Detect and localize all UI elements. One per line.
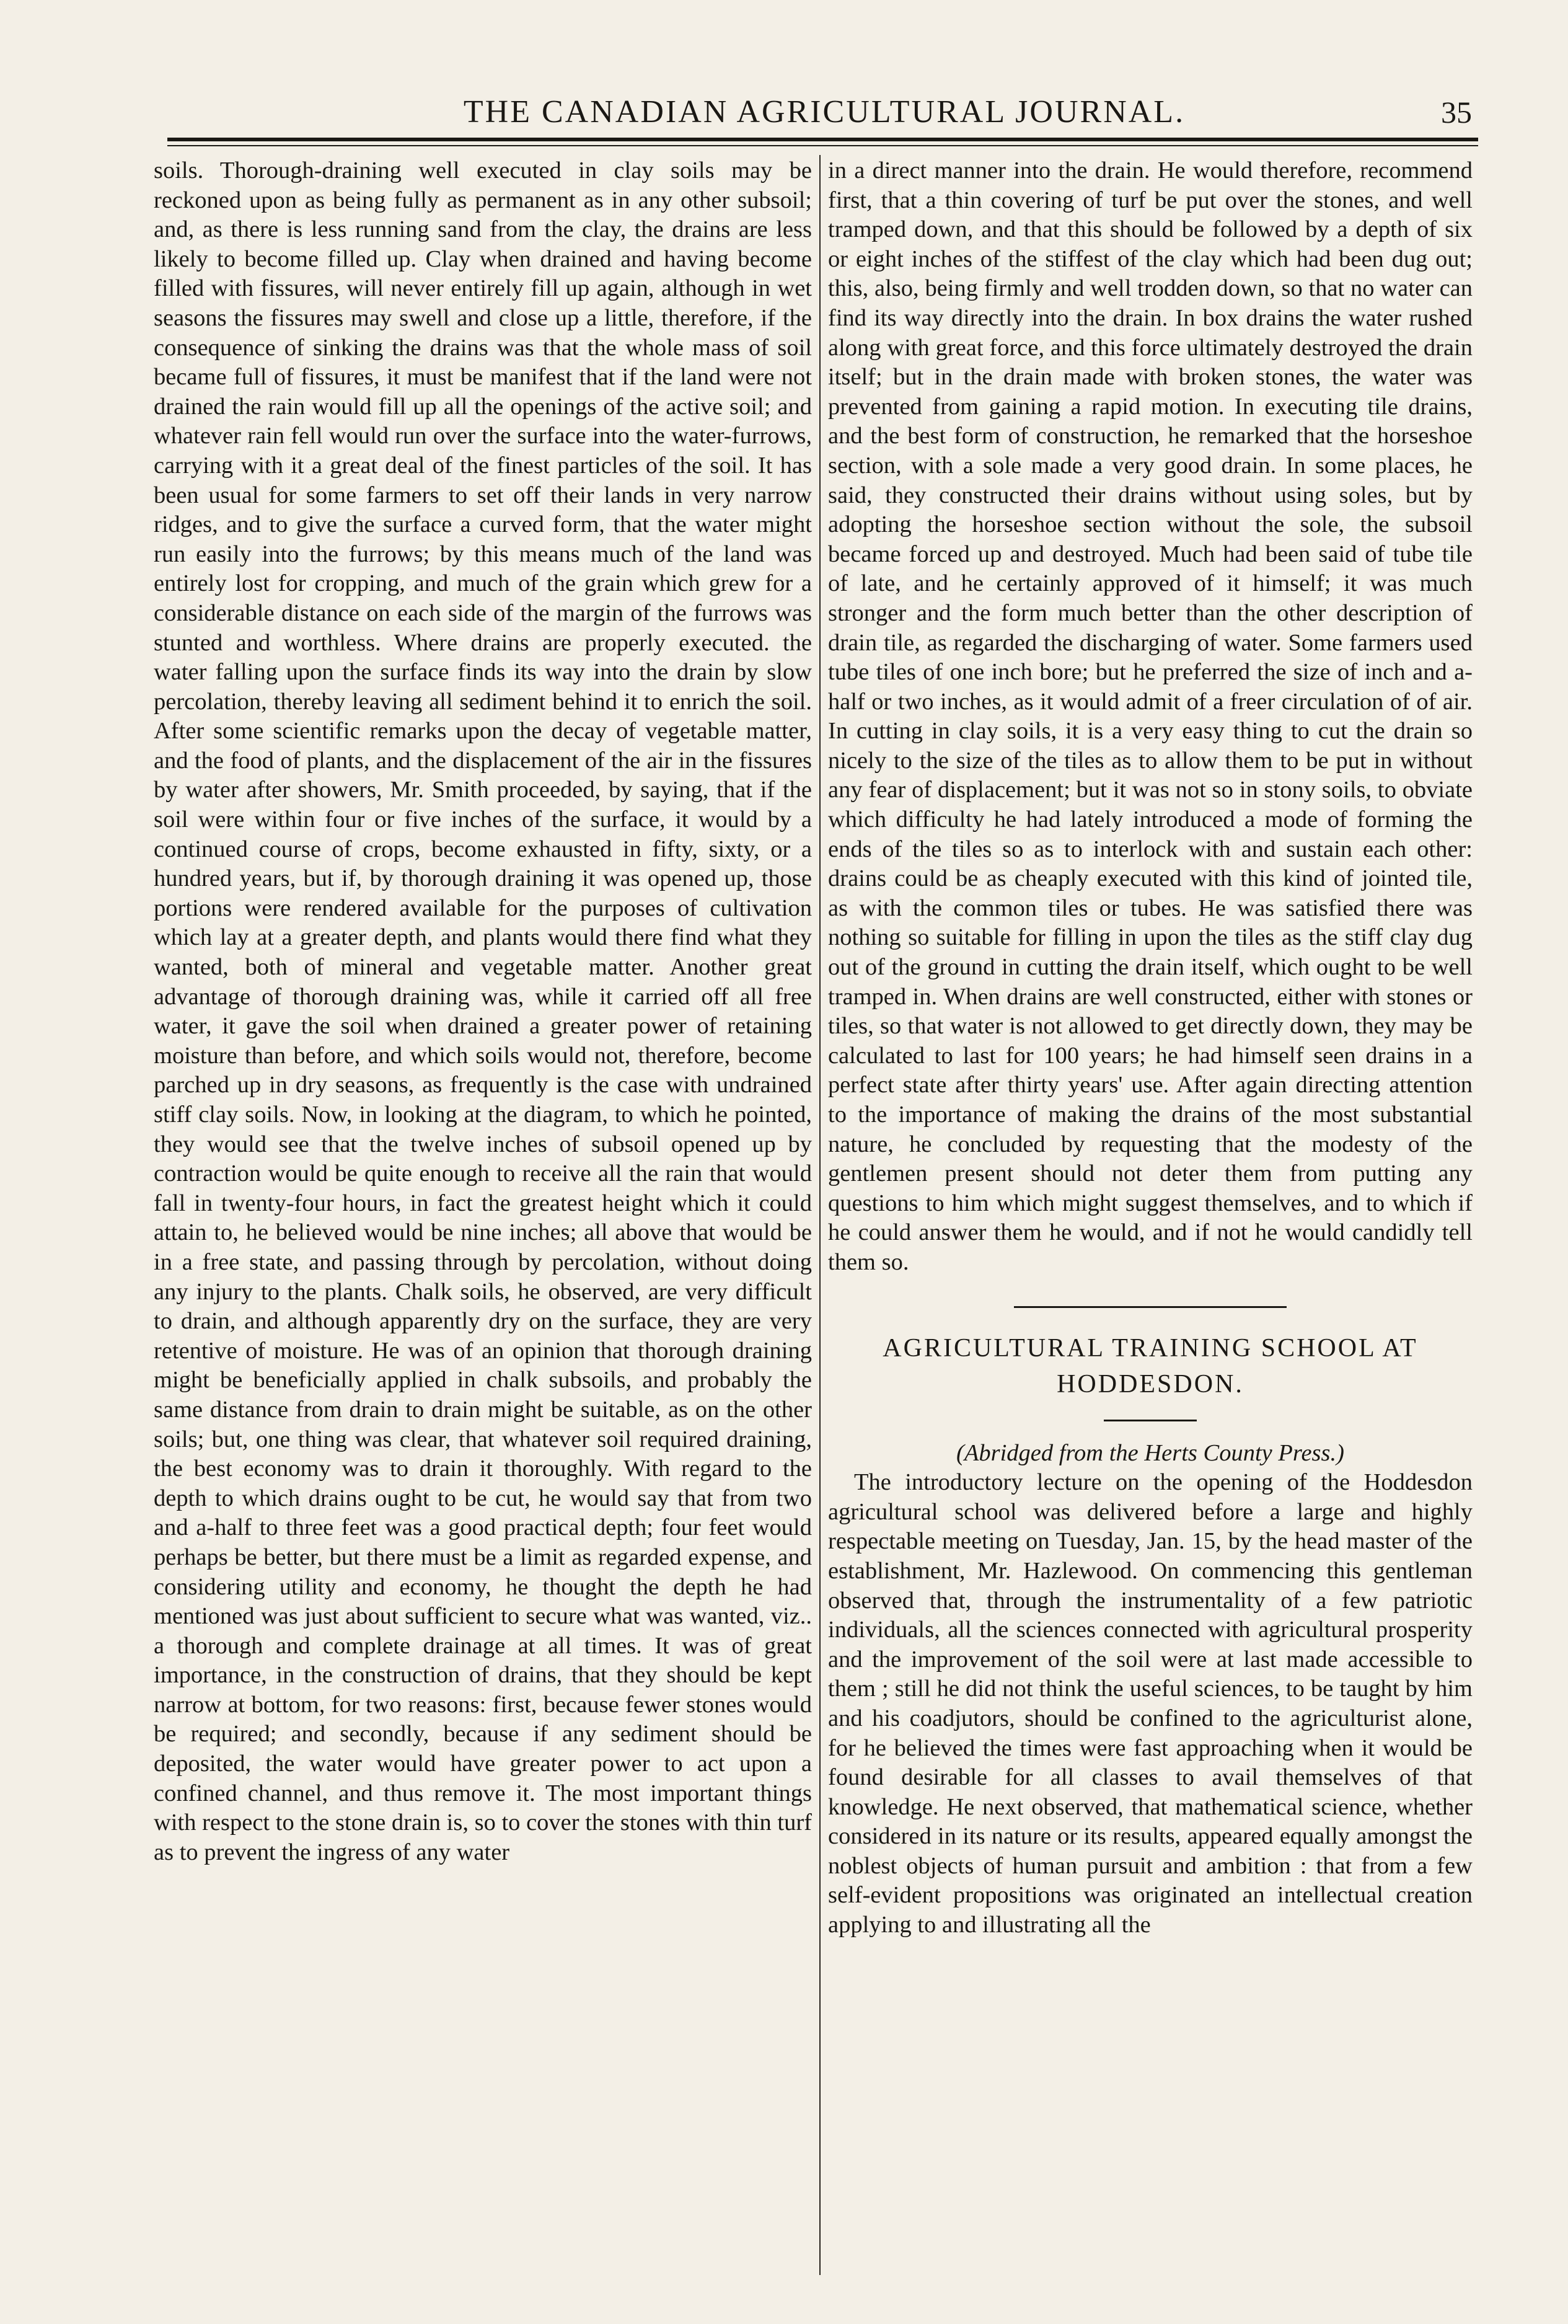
running-header — [177, 92, 1472, 135]
article-paragraph: The introductory lecture on the opening of the Hoddesdon agricultural school was delivered before a large and highly respectable meeting on Tuesday, Jan. 15, by the head master of the establishment, Mr. Hazlewood. On commencing this gentleman observed that, through the instrumentality of a few patriotic individuals, all the sciences connected with agricultural prosperity and the improvement of the soil were at last made accessible to them ; still he did not think the useful sciences, to be taught by him and his coadjutors, should be confined to the agriculturist alone, for he believed the times were fast approaching when it would be found desirable for all classes to avail themselves of that knowledge. He next observed, that mathematical science, whether considered in its nature or its results, appeared equally amongst the noblest objects of human pursuit and ambition : that from a few self-evident propositions was originated an intellectual creation applying to and illustrating all the — [828, 1469, 1473, 1938]
right-column — [828, 156, 1473, 2267]
journal-title: THE CANADIAN AGRICULTURAL JOURNAL. — [463, 94, 1186, 130]
body-paragraph: soils. Thorough-draining well executed in clay soils may be reckoned upon as being fully as permanent as in any other subsoil; and, as there is less running sand from the clay, the drains are less likely to become filled up. Clay when drained and having become filled with fissures, will never entirely fill up again, although in wet seasons the fissures may swell and close up a little, therefore, if the consequence of sinking the drains was that the whole mass of soil became full of fissures, it must be manifest that if the land were not drained the rain would fill up all the openings of the active soil; and whatever rain fell would run over the surface into the water-furrows, carrying with it a great deal of the finest particles of the soil. It has been usual for some farmers to set off their lands in very narrow ridges, and to give the surface a curved form, that the water might run easily into the furrows; by this means much of the land was entirely lost for cropping, and much of the grain which grew for a considerable distance on each side of the margin of the furrows was stunted and worthless. Where drains are properly executed. the water falling upon the surface finds its way into the drain by slow percolation, thereby leaving all sediment behind it to enrich the soil. After some scientific remarks upon the decay of vegetable matter, and the food of plants, and the displacement of the air in the fissures by water after showers, Mr. Smith proceeded, by saying, that if the soil were within four or five inches of the surface, it would by a continued course of crops, become exhausted in fifty, sixty, or a hundred years, but if, by thorough draining it was opened up, those portions were rendered available for the purposes of cultivation which lay at a greater depth, and plants would there find what they wanted, both of mineral and vegetable matter. Another great advantage of thorough draining was, while it carried off all free water, it gave the soil when drained a greater power of retaining moisture than before, and which soils would not, therefore, become parched up in dry seasons, as frequently is the case with undrained stiff clay soils. Now, in looking at the diagram, to which he pointed, they would see that the twelve inches of subsoil opened up by contraction would be quite enough to receive all the rain that would fall in twenty-four hours, in fact the greatest height which it could attain to, he believed would be nine inches; all above that would be in a free state, and passing through by percolation, without doing any injury to the plants. Chalk soils, he observed, are very difficult to drain, and although apparently dry on the surface, they are very retentive of moisture. He was of an opinion that thorough draining might be beneficially applied in chalk subsoils, and probably the same distance from drain to drain might be suitable, as on the other soils; but, one thing was clear, that whatever soil required draining, the best economy was to drain it thoroughly. With regard to the depth to which drains ought to be cut, he would say that from two and a-half to three feet was a good practical depth; four feet would perhaps be better, but there must be a limit as regarded expense, and considering utility and economy, he thought the depth he had mentioned was just about sufficient to secure what was wanted, viz.. a thorough and complete drainage at all times. It was of great importance, in the construction of drains, that they should be kept narrow at bottom, for two reasons: first, because fewer stones would be required; and secondly, because if any sediment should be deposited, the water would have greater power to act upon a confined channel, and thus remove it. The most important things with respect to the stone drain is, so to cover the stones with thin turf as to prevent the ingress of any water — [154, 157, 812, 1865]
article-source: (Abridged from the Herts County Press.) — [956, 1439, 1344, 1466]
header-rule-thin — [167, 145, 1478, 146]
left-column — [154, 156, 812, 2267]
section-separator-rule — [1014, 1306, 1287, 1308]
column-divider — [819, 155, 821, 2275]
header-rule-thick — [167, 138, 1478, 141]
page-number: 35 — [1441, 95, 1472, 130]
heading-short-rule — [1104, 1420, 1197, 1421]
article-heading-line1: AGRICULTURAL TRAINING SCHOOL AT — [883, 1333, 1418, 1363]
continuation-paragraph: in a direct manner into the drain. He would therefore, recommend first, that a thin covering of turf be put over the stones, and well tramped down, and that this should be followed by a depth of six or eight inches of the stiffest of the clay which had been dug out; this, also, being firmly and well trodden down, so that no water can find its way directly into the drain. In box drains the water rushed along with great force, and this force ultimately destroyed the drain itself; but in the drain made with broken stones, the water was prevented from gaining a rapid motion. In executing tile drains, and the best form of construction, he remarked that the horseshoe section, with a sole made a very good drain. In some places, he said, they constructed their drains without using soles, but by adopting the horseshoe section without the sole, the subsoil became forced up and destroyed. Much had been said of tube tile of late, and he certainly approved of it himself; it was much stronger and the form much better than the other description of drain tile, as regarded the discharging of water. Some farmers used tube tiles of one inch bore; but he preferred the size of inch and a-half or two inches, as it would admit of a freer circulation of of air. In cutting in clay soils, it is a very easy thing to cut the drain so nicely to the size of the tiles as to allow them to be put in without any fear of displacement; but it was not so in stony soils, to obviate which difficulty he had lately introduced a mode of forming the ends of the tiles so as to interlock with and sustain each other: drains could be as cheaply executed with this kind of jointed tile, as with the common tiles or tubes. He was satisfied there was nothing so suitable for filling in upon the tiles as the stiff clay dug out of the ground in cutting the drain itself, which ought to be well tramped in. When drains are well constructed, either with stones or tiles, so that water is not allowed to get directly down, they may be calculated to last for 100 years; he had himself seen drains in a perfect state after thirty years' use. After again directing attention to the importance of making the drains of the most substantial nature, he concluded by requesting that the modesty of the gentlemen present should not deter them from putting any questions to him which might suggest themselves, and to which if he could answer them he would, and if not he would candidly tell them so. — [828, 157, 1473, 1275]
article-heading-line2: HODDESDON. — [1057, 1369, 1244, 1398]
